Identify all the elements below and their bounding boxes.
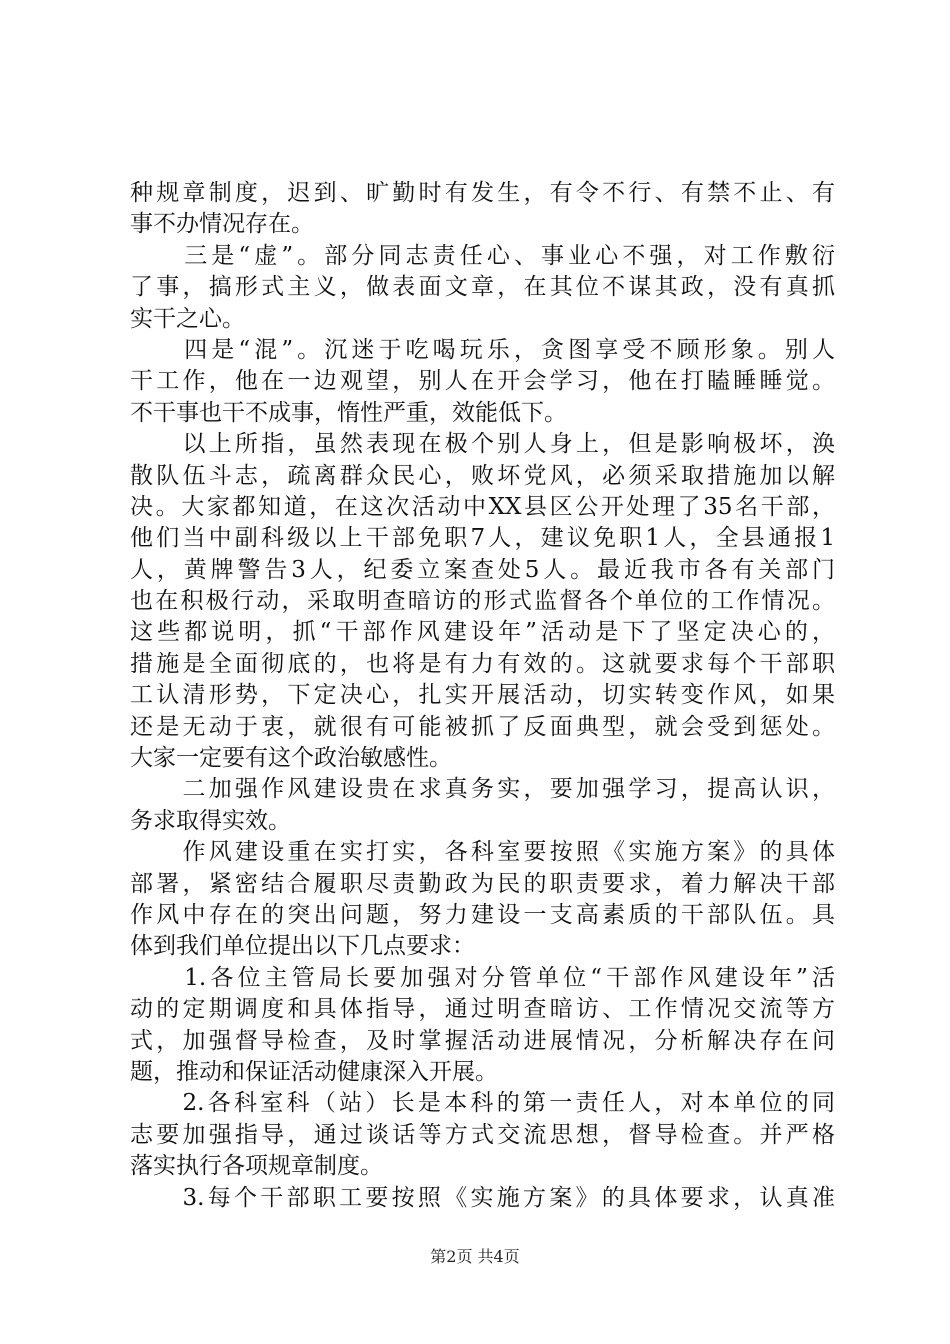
text-line: 决。大家都知道，在这次活动中XX县区公开处理了35名干部，	[130, 493, 835, 520]
text-line: 以上所指，虽然表现在极个别人身上，但是影响极坏，涣	[130, 431, 835, 458]
text-line: 事不办情况存在。	[130, 211, 314, 238]
text-line: 落实执行各项规章制度。	[130, 1153, 383, 1180]
text-line: 散队伍斗志，疏离群众民心，败坏党风，必须采取措施加以解	[130, 462, 835, 489]
text-line: 了事，搞形式主义，做表面文章，在其位不谋其政，没有真抓	[130, 274, 835, 301]
text-line: 干工作，他在一边观望，别人在开会学习，他在打瞌睡睡觉。	[130, 368, 835, 395]
text-line: 2.各科室科（站）长是本科的第一责任人，对本单位的同	[130, 1090, 835, 1117]
text-line: 体到我们单位提出以下几点要求：	[130, 933, 475, 960]
text-line: 部署，紧密结合履职尽责勤政为民的职责要求，着力解决干部	[130, 870, 835, 897]
text-line: 务求取得实效。	[130, 807, 291, 834]
text-line: 人，黄牌警告3人，纪委立案查处5人。最近我市各有关部门	[130, 556, 835, 583]
text-line: 还是无动于衷，就很有可能被抓了反面典型，就会受到惩处。	[130, 713, 835, 740]
text-line: 作风中存在的突出问题，努力建设一支高素质的干部队伍。具	[130, 901, 835, 928]
text-line: 题，推动和保证活动健康深入开展。	[130, 1058, 498, 1085]
text-line: 他们当中副科级以上干部免职7人，建议免职1人，全县通报1	[130, 525, 835, 552]
body-text	[130, 178, 835, 1214]
page-footer: 第2页 共4页	[430, 1247, 520, 1266]
text-line: 大家一定要有这个政治敏感性。	[130, 745, 452, 772]
text-line: 式，加强督导检查，及时掌握活动进展情况，分析解决存在问	[130, 1027, 835, 1054]
text-line: 3.每个干部职工要按照《实施方案》的具体要求，认真准	[130, 1184, 835, 1211]
text-line: 四是“混”。沉迷于吃喝玩乐，贪图享受不顾形象。别人	[130, 336, 835, 363]
text-line: 实干之心。	[130, 305, 245, 332]
text-line: 措施是全面彻底的，也将是有力有效的。这就要求每个干部职	[130, 650, 835, 677]
text-line: 工认清形势，下定决心，扎实开展活动，切实转变作风，如果	[130, 682, 835, 709]
text-line: 作风建设重在实打实，各科室要按照《实施方案》的具体	[130, 839, 835, 866]
text-line: 二加强作风建设贵在求真务实，要加强学习，提高认识，	[130, 776, 835, 803]
text-line: 动的定期调度和具体指导，通过明查暗访、工作情况交流等方	[130, 996, 835, 1023]
text-line: 也在积极行动，采取明查暗访的形式监督各个单位的工作情况。	[130, 588, 835, 615]
text-line: 三是“虚”。部分同志责任心、事业心不强，对工作敷衍	[130, 242, 835, 269]
text-line: 1.各位主管局长要加强对分管单位“干部作风建设年”活	[130, 964, 835, 991]
text-line: 志要加强指导，通过谈话等方式交流思想，督导检查。并严格	[130, 1121, 835, 1148]
text-line: 不干事也干不成事，惰性严重，效能低下。	[130, 399, 567, 426]
text-line: 这些都说明，抓“干部作风建设年”活动是下了坚定决心的，	[130, 619, 835, 646]
text-line: 种规章制度，迟到、旷勤时有发生，有令不行、有禁不止、有	[130, 180, 835, 206]
